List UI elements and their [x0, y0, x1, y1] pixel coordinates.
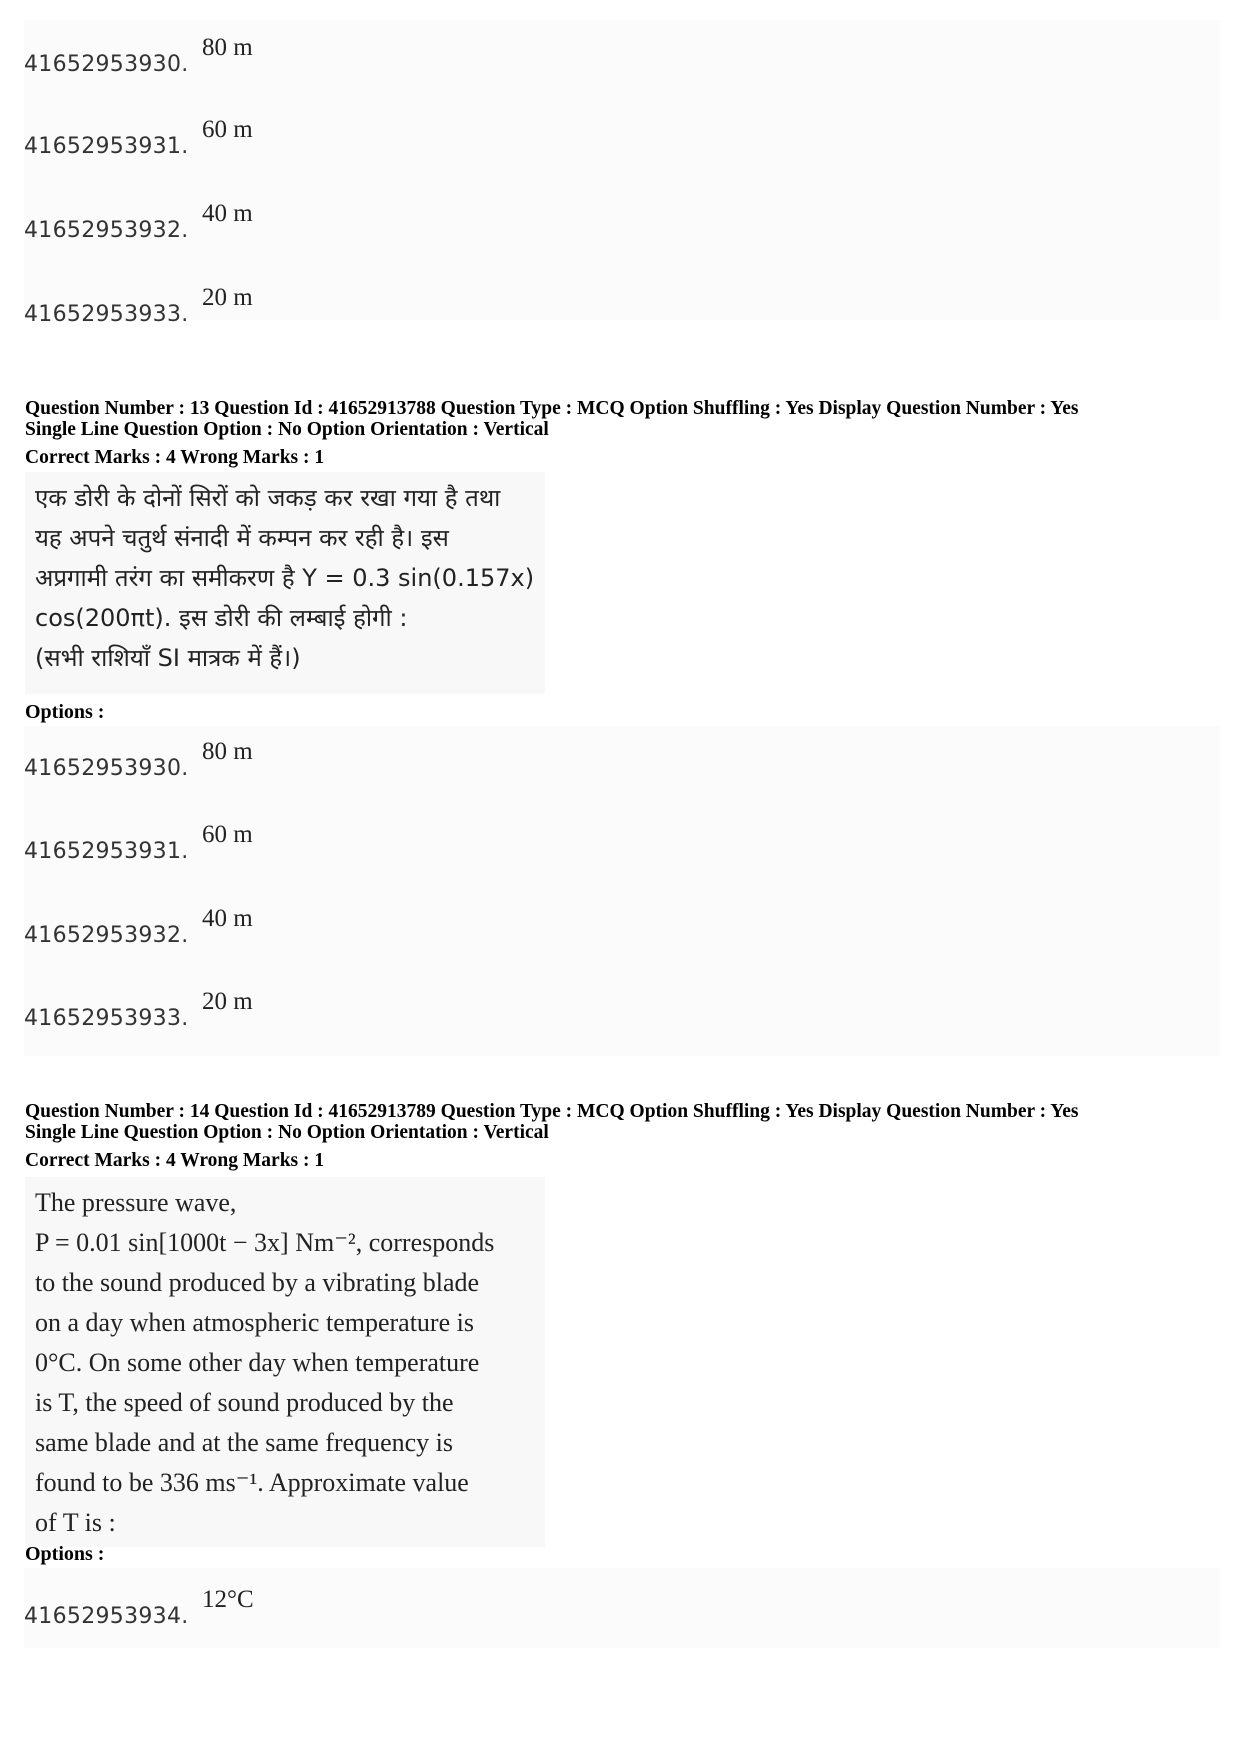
q13-text-line: एक डोरी के दोनों सिरों को जकड़ कर रखा गया है तथा — [35, 484, 501, 512]
q13-meta-line2: Single Line Question Option : No Option Orientation : Vertical — [25, 419, 549, 440]
q14-text-line: to the sound produced by a vibrating blade — [35, 1268, 480, 1297]
q13-text-line: अप्रगामी तरंग का समीकरण है Y = 0.3 sin(0.157x) — [35, 564, 535, 592]
option-id: 41652953932. — [24, 923, 189, 948]
q14-text-line: same blade and at the same frequency is — [35, 1428, 453, 1457]
q13-options-label: Options : — [25, 701, 105, 723]
q14-text-line: is T, the speed of sound produced by the — [35, 1388, 454, 1417]
q13-text-line: (सभी राशियाँ SI मात्रक में हैं।) — [35, 644, 301, 672]
q14-meta-line1: Question Number : 14 Question Id : 41652913789 Question Type : MCQ Option Shuffling : Yes Display Question Number : Yes — [25, 1101, 1079, 1122]
q14-text-line: The pressure wave, — [35, 1188, 237, 1217]
q14-text-line: P = 0.01 sin[1000t − 3x] Nm⁻², corresponds — [35, 1228, 495, 1257]
option-id: 41652953933. — [24, 302, 189, 327]
option-value: 60 m — [202, 821, 253, 848]
option-value: 80 m — [202, 738, 253, 765]
q14-text-line: found to be 336 ms⁻¹. Approximate value — [35, 1468, 469, 1497]
q14-text-line: 0°C. On some other day when temperature — [35, 1348, 480, 1377]
q14-options-label: Options : — [25, 1543, 105, 1565]
option-value: 40 m — [202, 905, 253, 932]
option-value: 20 m — [202, 284, 253, 311]
option-id: 41652953932. — [24, 218, 189, 243]
option-value: 60 m — [202, 116, 253, 143]
q13-text-line: यह अपने चतुर्थ संनादी में कम्पन कर रही है। इस — [35, 524, 449, 552]
option-id: 41652953931. — [24, 134, 189, 159]
q13-marks: Correct Marks : 4 Wrong Marks : 1 — [25, 447, 325, 468]
q14-text-line: on a day when atmospheric temperature is — [35, 1308, 474, 1337]
q14-text-line: of T is : — [35, 1508, 116, 1537]
option-id: 41652953930. — [24, 52, 189, 77]
option-value: 20 m — [202, 988, 253, 1015]
q13-meta-line1: Question Number : 13 Question Id : 41652913788 Question Type : MCQ Option Shuffling : Yes Display Question Number : Yes — [25, 398, 1079, 419]
q14-question-text — [25, 1177, 545, 1547]
q14-marks: Correct Marks : 4 Wrong Marks : 1 — [25, 1150, 325, 1171]
previous-question-options — [24, 20, 1220, 320]
option-id: 41652953930. — [24, 756, 189, 781]
option-id: 41652953931. — [24, 839, 189, 864]
q13-text-line: cos(200πt). इस डोरी की लम्बाई होगी : — [35, 604, 408, 632]
option-value: 40 m — [202, 200, 253, 227]
option-value: 12°C — [202, 1586, 254, 1613]
option-value: 80 m — [202, 34, 253, 61]
q14-meta-line2: Single Line Question Option : No Option Orientation : Vertical — [25, 1122, 549, 1143]
option-id: 41652953933. — [24, 1006, 189, 1031]
option-id: 41652953934. — [24, 1604, 189, 1629]
q13-question-text — [25, 472, 545, 694]
